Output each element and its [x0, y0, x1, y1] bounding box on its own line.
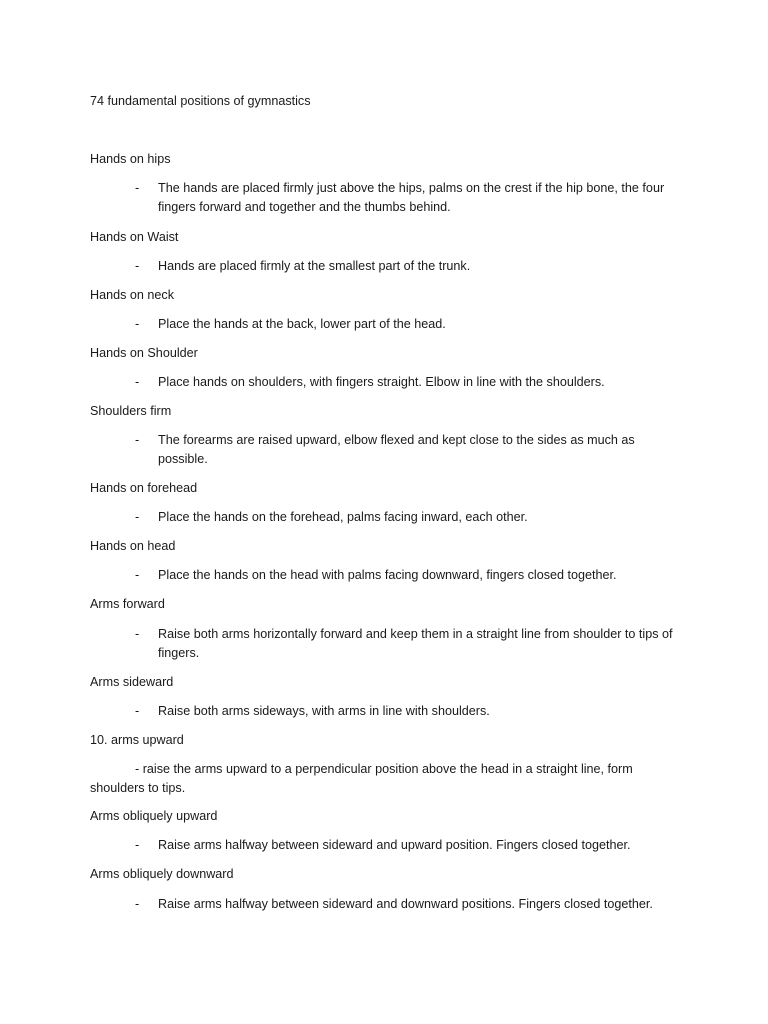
bullet-dash: -	[135, 433, 140, 447]
bullet-dash: -	[135, 375, 140, 389]
bullet-text: The forearms are raised upward, elbow flexed and kept close to the sides as much as possible.	[158, 433, 635, 466]
bullet-text: Place the hands on the head with palms facing downward, fingers closed together.	[158, 568, 617, 582]
bullet-dash: -	[135, 259, 140, 273]
document-title: 74 fundamental positions of gymnastics	[90, 94, 311, 108]
bullet-dash: -	[135, 317, 140, 331]
bullet-text: Place hands on shoulders, with fingers straight. Elbow in line with the shoulders.	[158, 375, 605, 389]
bullet-dash: -	[135, 627, 140, 641]
bullet-text: Raise both arms horizontally forward and keep them in a straight line from shoulder to tips of fingers.	[158, 627, 673, 660]
bullet-dash: -	[135, 704, 140, 718]
section-heading: 10. arms upward	[90, 733, 184, 747]
section-heading: Hands on neck	[90, 288, 175, 302]
bullet-text: The hands are placed firmly just above the hips, palms on the crest if the hip bone, the four fingers forward and together and the thumbs behind.	[158, 181, 665, 214]
bullet-text: Hands are placed firmly at the smallest part of the trunk.	[158, 259, 471, 273]
section-heading: Hands on Shoulder	[90, 346, 198, 360]
bullet-text: Raise both arms sideways, with arms in line with shoulders.	[158, 704, 490, 718]
section-heading: Arms obliquely downward	[90, 867, 234, 881]
bullet-dash: -	[135, 181, 140, 195]
bullet-dash: -	[135, 568, 140, 582]
bullet-dash: -	[135, 897, 140, 911]
section-heading: Hands on forehead	[90, 481, 198, 495]
bullet-text: Raise arms halfway between sideward and upward position. Fingers closed together.	[158, 838, 631, 852]
bullet-text: Raise arms halfway between sideward and downward positions. Fingers closed together.	[158, 897, 653, 911]
section-heading: Hands on Waist	[90, 230, 179, 244]
section-heading: Arms sideward	[90, 675, 174, 689]
section-heading: Hands on head	[90, 539, 176, 553]
bullet-dash: -	[135, 838, 140, 852]
section-heading: Hands on hips	[90, 152, 171, 166]
paragraph-line: shoulders to tips.	[90, 781, 186, 795]
bullet-text: Place the hands on the forehead, palms facing inward, each other.	[158, 510, 528, 524]
bullet-text: Place the hands at the back, lower part of the head.	[158, 317, 446, 331]
paragraph-line: - raise the arms upward to a perpendicular position above the head in a straight line, form	[135, 762, 633, 776]
section-heading: Shoulders firm	[90, 404, 172, 418]
section-heading: Arms obliquely upward	[90, 809, 218, 823]
bullet-dash: -	[135, 510, 140, 524]
section-heading: Arms forward	[90, 597, 165, 611]
